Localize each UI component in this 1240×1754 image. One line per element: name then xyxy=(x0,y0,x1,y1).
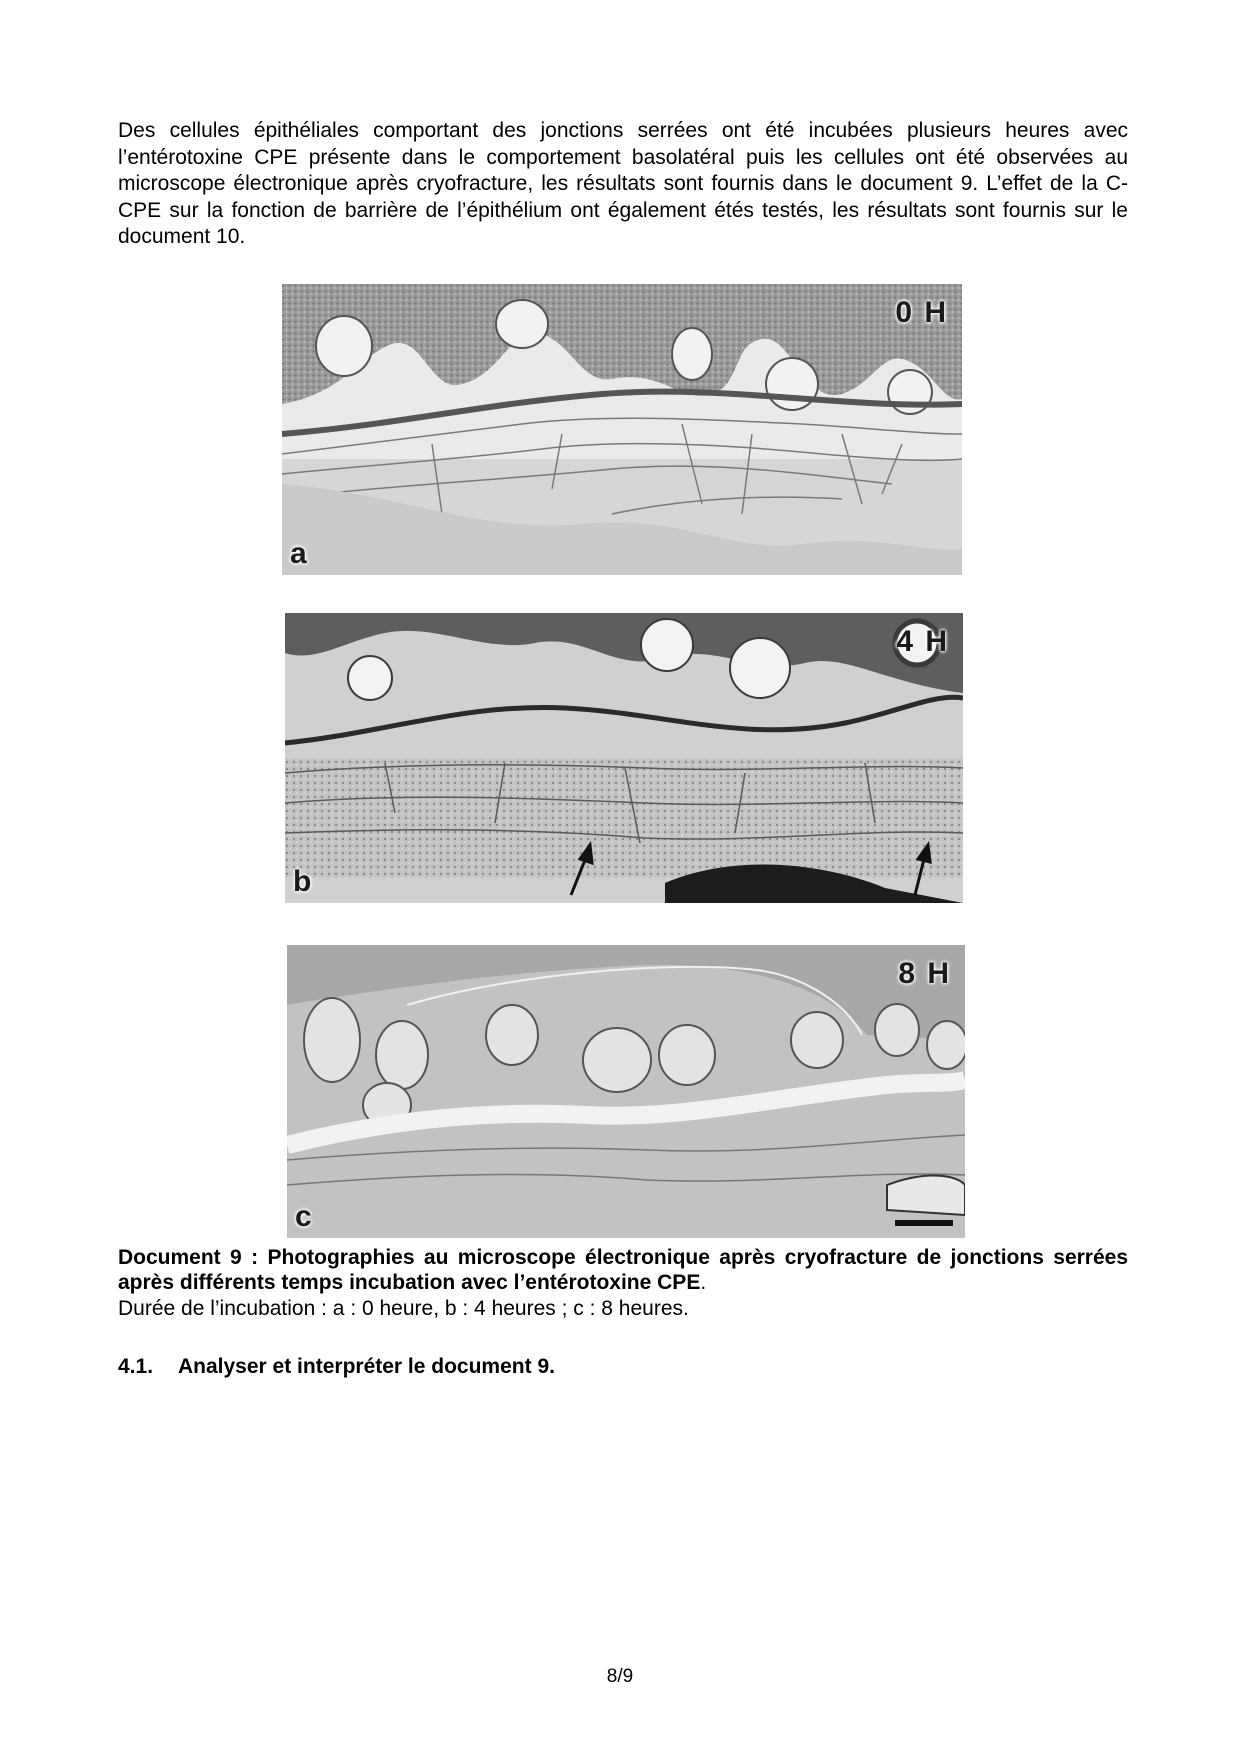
micrograph-b xyxy=(285,613,963,903)
question-heading xyxy=(118,1355,555,1379)
micrograph-a-image xyxy=(282,284,962,575)
micrograph-c xyxy=(287,945,965,1238)
time-label-b: 4 H xyxy=(896,625,949,658)
panel-letter-b: b xyxy=(293,865,312,898)
caption-title: Document 9 : Photographies au microscope électronique après cryofracture de jonctions serrées après différents temps incubation avec l’entérotoxine CPE xyxy=(118,1246,1128,1294)
question-text: Analyser et interpréter le document 9. xyxy=(178,1355,555,1378)
scale-bar xyxy=(895,1220,953,1226)
question-number: 4.1. xyxy=(118,1355,154,1378)
caption-durations: Durée de l’incubation : a : 0 heure, b : 4 heures ; c : 8 heures. xyxy=(118,1297,689,1320)
caption-period: . xyxy=(700,1271,707,1294)
micrograph-a xyxy=(282,284,962,575)
time-label-c: 8 H xyxy=(898,957,951,990)
time-label-a: 0 H xyxy=(895,296,948,329)
panel-letter-a: a xyxy=(290,537,307,570)
micrograph-c-image xyxy=(287,945,965,1238)
micrograph-b-image xyxy=(285,613,963,903)
page-number: 8/9 xyxy=(606,1666,634,1687)
panel-letter-c: c xyxy=(295,1200,312,1233)
intro-paragraph: Des cellules épithéliales comportant des jonctions serrées ont été incubées plusieurs heures avec l’entérotoxine CPE présente dans le comportement basolatéral puis les cellules ont été observées au microscope électronique après cryofracture, les résultats sont fournis dans le document 9. L’effet de la C-CPE sur la fonction de barrière de l’épithélium ont également étés testés, les résultats sont fournis sur le document 10. xyxy=(118,119,1128,248)
figure-caption xyxy=(118,1245,1128,1295)
